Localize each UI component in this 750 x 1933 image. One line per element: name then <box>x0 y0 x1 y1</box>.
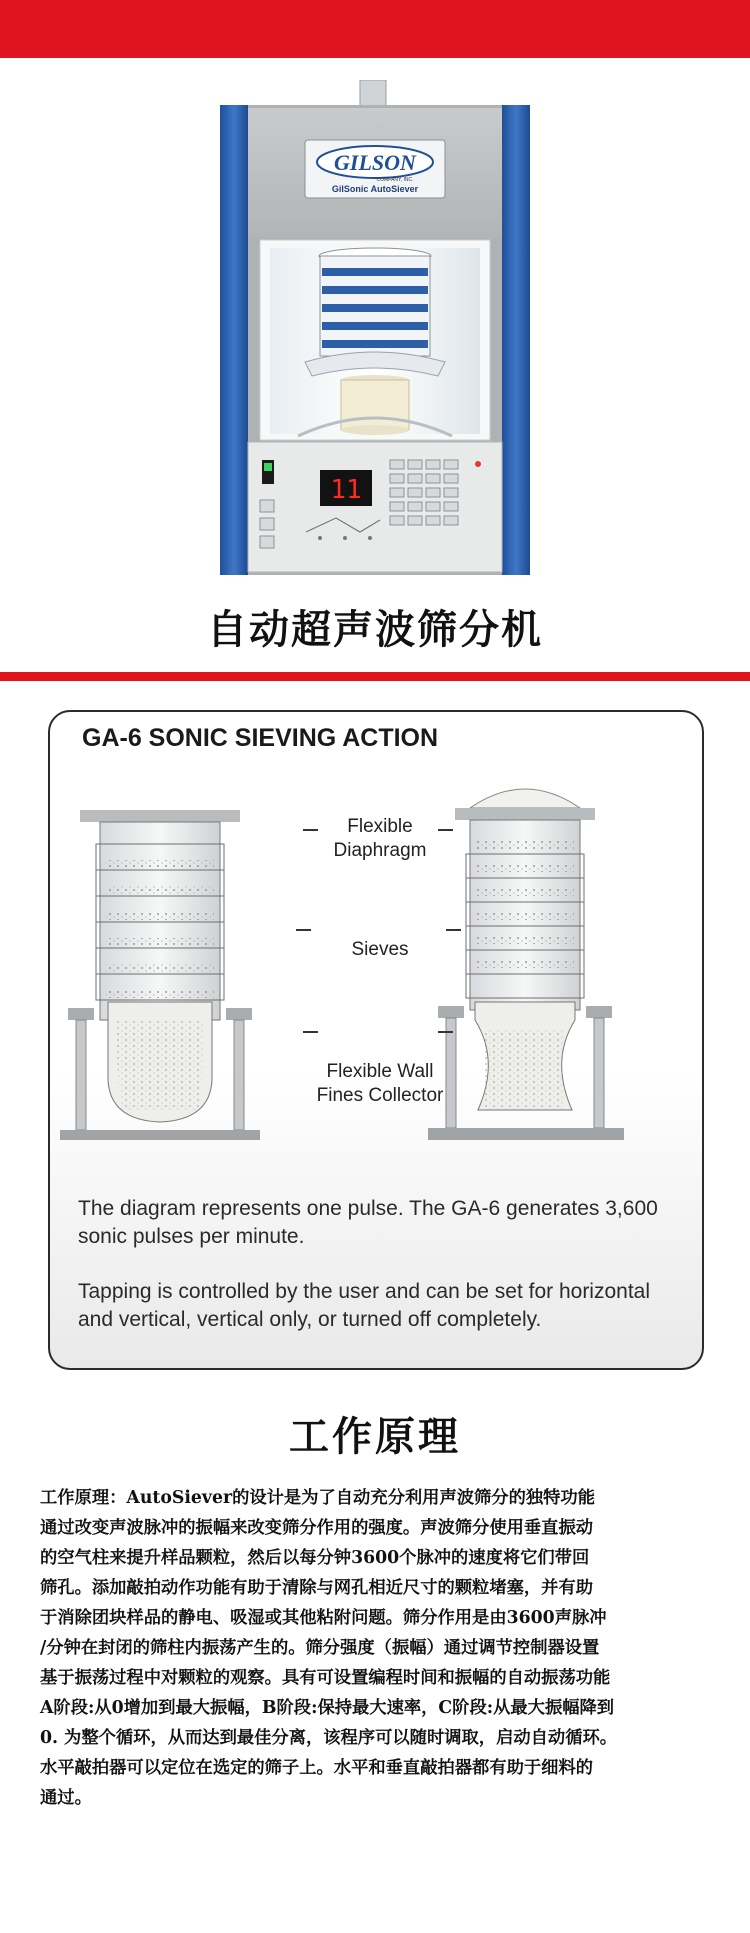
product-title: 自动超声波筛分机 <box>207 607 543 653</box>
diagram-paragraph-1: The diagram represents one pulse. The GA-6 generates 3,600 sonic pulses per minute. <box>78 1197 658 1248</box>
diagram-header: GA-6 SONIC SIEVING ACTION <box>76 724 444 753</box>
section-title: 工作原理 <box>289 1414 461 1460</box>
label-fines-collector: Flexible Wall Fines Collector <box>316 1061 444 1106</box>
left-sieve-stack <box>60 810 260 1140</box>
brand-logo-subtext: COMPANY, INC. <box>376 177 414 183</box>
diagram-paragraph-2: Tapping is controlled by the user and can be set for horizontal and vertical, vertical only, or turned off completely. <box>78 1280 651 1331</box>
working-principle-text: 工作原理：AutoSiever的设计是为了自动充分利用声波筛分的独特功能 通过改变声波脉冲的振幅来改变筛分作用的强度。声波筛分使用垂直振动 的空气柱来提升样品颗粒，然后以每分钟3600个脉冲的速度将它们带回 筛孔。添加敲拍动作功能有助于清除与网孔相近尺寸的颗粒堵塞，并有助 于消除团块样品的静电、吸湿或其他粘附问题。筛分作用是由3600声脉冲 /分钟在封闭的筛柱内振荡产生的。筛分强度（振幅）通过调节控制器设置 基于振荡过程中对颗粒的观察。具有可设置编程时间和振幅的自动振荡功能 A阶段:从0增加到最大振幅，B阶段:保持最大速率，C阶段:从最大振幅降到 0. 为整个循环，从而达到最佳分离，该程序可以随时调取，启动自动循环。 水平敲拍器可以定位在选定的筛子上。水平和垂直敲拍器都有助于细料的 通过。 <box>40 1488 618 1808</box>
label-sieves: Sieves <box>351 939 409 960</box>
top-red-band <box>0 0 750 58</box>
model-name: GilSonic AutoSiever <box>331 184 419 194</box>
mid-red-band <box>0 672 750 681</box>
led-display: 11 <box>330 475 362 505</box>
gilson-logo <box>305 140 445 198</box>
autosiever-machine-image <box>210 80 540 580</box>
brand-logo-text: GILSON <box>334 150 416 175</box>
label-flexible-diaphragm: Flexible Diaphragm <box>333 816 427 861</box>
